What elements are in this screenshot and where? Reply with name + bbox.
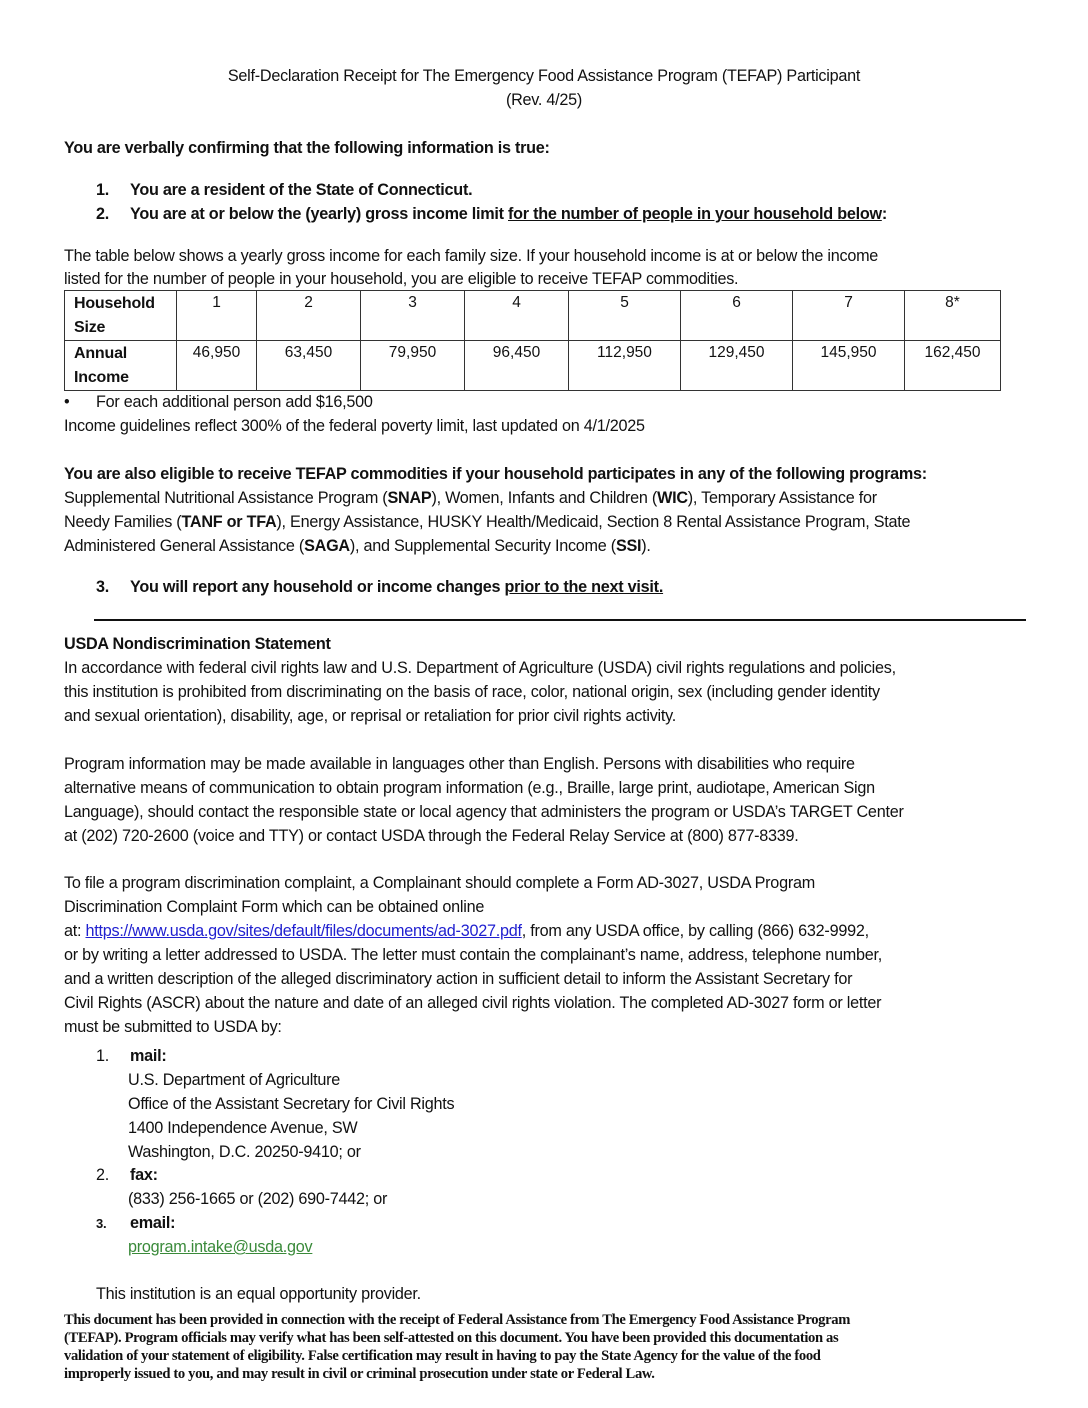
annual-income-cell: 63,450 (257, 341, 361, 391)
mail-address-line: Office of the Assistant Secretary for Civil Rights (128, 1095, 455, 1113)
annual-income-row (65, 341, 1001, 391)
ad-3027-form-link[interactable]: https://www.usda.gov/sites/default/files/documents/ad-3027.pdf (85, 922, 522, 940)
document-revision: (Rev. 4/25) (505, 91, 583, 109)
fax-numbers: (833) 256-1665 or (202) 690-7442; or (128, 1190, 388, 1208)
complaint-para-line: or by writing a letter addressed to USDA. The letter must contain the complainant’s name, address, telephone number, (64, 946, 883, 964)
annual-income-cell: 46,950 (177, 341, 257, 391)
accessibility-para-line: Language), should contact the responsible state or local agency that administers the program or USDA’s TARGET Center (64, 803, 904, 821)
confirmation-item-3: 3. You will report any household or income changes prior to the next visit. (96, 575, 663, 599)
household-size-cell: 7 (793, 291, 905, 341)
confirmation-intro: You are verbally confirming that the following information is true: (64, 139, 550, 157)
usda-email-link[interactable]: program.intake@usda.gov (128, 1238, 313, 1256)
complaint-para-line: at: https://www.usda.gov/sites/default/files/documents/ad-3027.pdf, from any USDA office, by calling (866) 632-9992, (64, 922, 869, 940)
income-guideline-note: Income guidelines reflect 300% of the federal poverty limit, last updated on 4/1/2025 (64, 417, 645, 435)
method-mail: 1. mail: (96, 1047, 167, 1065)
email-line (128, 1235, 312, 1259)
programs-line-2: Needy Families (TANF or TFA), Energy Assistance, HUSKY Health/Medicaid, Section 8 Rental Assistance Program, State (64, 513, 911, 531)
item-text-underlined: for the number of people in your household below (508, 205, 882, 223)
accessibility-para-line: Program information may be made available in languages other than English. Persons with disabilities who require (64, 755, 855, 773)
item-number: 1. (96, 181, 110, 199)
household-size-cell: 1 (177, 291, 257, 341)
table-intro-line-2: listed for the number of people in your household, you are eligible to receive TEFAP commodities. (64, 270, 739, 288)
income-table (64, 290, 1001, 391)
mail-address-line: Washington, D.C. 20250-9410; or (128, 1143, 361, 1161)
complaint-para-line: and a written description of the alleged discriminatory action in sufficient detail to inform the Assistant Secretary for (64, 970, 853, 988)
footer-line: improperly issued to you, and may result in civil or criminal prosecution under state or Federal Law. (64, 1366, 655, 1382)
table-intro-line-1: The table below shows a yearly gross income for each family size. If your household income is at or below the income (64, 247, 879, 265)
complaint-para-line: To file a program discrimination complaint, a Complainant should complete a Form AD-3027, USDA Program (64, 874, 815, 892)
document-title: Self-Declaration Receipt for The Emergency Food Assistance Program (TEFAP) Participant (227, 67, 861, 85)
item-number: 3. (96, 578, 110, 596)
complaint-para-line: must be submitted to USDA by: (64, 1018, 282, 1036)
item-number: 2. (96, 205, 110, 223)
annual-income-cell: 162,450 (905, 341, 1001, 391)
complaint-para-line: Discrimination Complaint Form which can be obtained online (64, 898, 485, 916)
household-size-cell: 4 (465, 291, 569, 341)
footer-line: This document has been provided in connection with the receipt of Federal Assistance from The Emergency Food Assistance Program (64, 1312, 851, 1328)
item-text: You are a resident of the State of Connecticut. (130, 181, 473, 199)
annual-income-cell: 79,950 (361, 341, 465, 391)
additional-person-note: • For each additional person add $16,500 (64, 390, 373, 414)
household-size-cell: 3 (361, 291, 465, 341)
item-text-underlined: prior to the next visit. (504, 578, 664, 596)
item-text: You are at or below the (yearly) gross income limit (130, 205, 508, 223)
method-email: 3. email: (96, 1214, 176, 1232)
household-size-cell: 8* (905, 291, 1001, 341)
household-size-cell: 5 (569, 291, 681, 341)
footer-line: (TEFAP). Program officials may verify what has been self-attested on this document. You have been provided this documentation as (64, 1330, 839, 1346)
confirmation-item-1 (96, 178, 472, 202)
complaint-para-line: Civil Rights (ASCR) about the nature and date of an alleged civil rights violation. The completed AD-3027 form or letter (64, 994, 882, 1012)
programs-line-3: Administered General Assistance (SAGA), and Supplemental Security Income (SSI). (64, 537, 651, 555)
household-size-cell: 2 (257, 291, 361, 341)
programs-line-1: Supplemental Nutritional Assistance Program (SNAP), Women, Infants and Children (WIC), Temporary Assistance for (64, 489, 877, 507)
row-header-annual-income: Annual Income (65, 341, 177, 391)
section-divider (94, 619, 1026, 621)
household-size-cell: 6 (681, 291, 793, 341)
annual-income-cell: 112,950 (569, 341, 681, 391)
method-fax: 2. fax: (96, 1166, 158, 1184)
annual-income-cell: 96,450 (465, 341, 569, 391)
nondiscrimination-para1-line: and sexual orientation), disability, age, or reprisal or retaliation for prior civil rights activity. (64, 707, 677, 725)
accessibility-para-line: at (202) 720-2600 (voice and TTY) or contact USDA through the Federal Relay Service at (800) 877-8339. (64, 827, 799, 845)
nondiscrimination-heading: USDA Nondiscrimination Statement (64, 635, 331, 653)
footer-line: validation of your statement of eligibility. False certification may result in having to pay the State Agency for the value of the food (64, 1348, 821, 1364)
item-text-suffix: : (881, 205, 887, 223)
row-header-household-size: Household Size (65, 291, 177, 341)
equal-opportunity-statement: This institution is an equal opportunity provider. (96, 1285, 421, 1303)
household-size-row (65, 291, 1001, 341)
programs-heading: You are also eligible to receive TEFAP commodities if your household participates in any of the following programs: (64, 465, 927, 483)
confirmation-item-2 (96, 202, 887, 226)
accessibility-para-line: alternative means of communication to obtain program information (e.g., Braille, large print, audiotape, American Sign (64, 779, 875, 797)
nondiscrimination-para1-line: this institution is prohibited from discriminating on the basis of race, color, national origin, sex (including gender identity (64, 683, 880, 701)
annual-income-cell: 129,450 (681, 341, 793, 391)
annual-income-cell: 145,950 (793, 341, 905, 391)
bullet-icon: • (64, 393, 70, 411)
mail-address-line: U.S. Department of Agriculture (128, 1071, 341, 1089)
mail-address-line: 1400 Independence Avenue, SW (128, 1119, 358, 1137)
nondiscrimination-para1-line: In accordance with federal civil rights law and U.S. Department of Agriculture (USDA) civil rights regulations and policies, (64, 659, 896, 677)
